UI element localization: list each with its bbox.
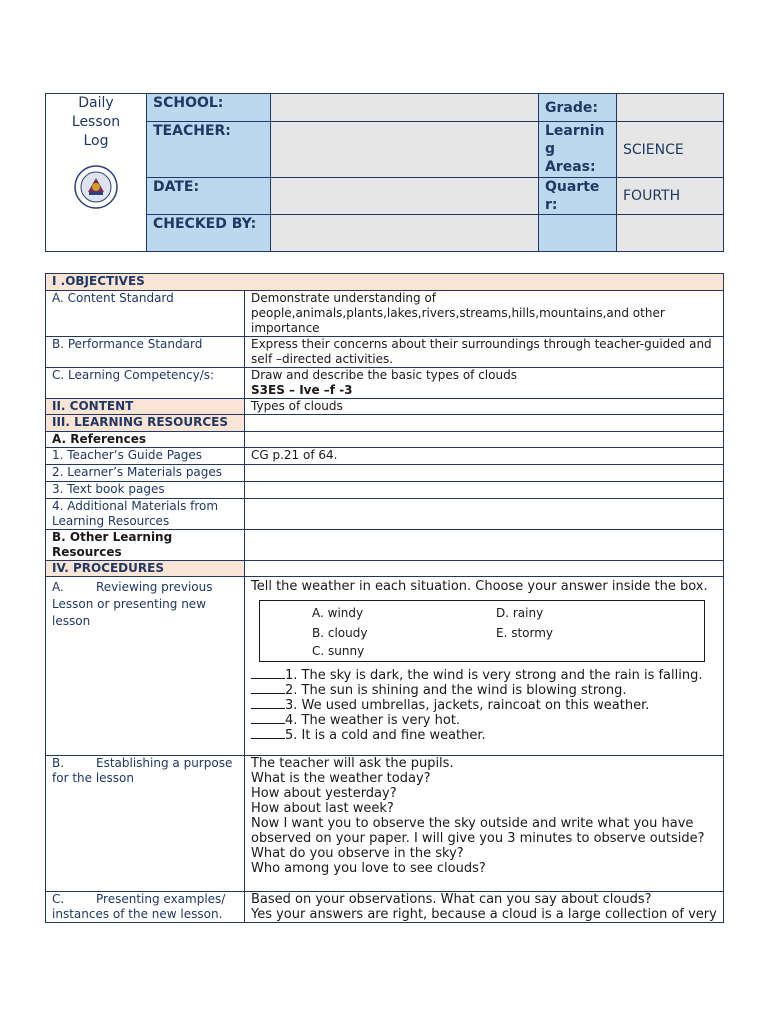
list-item: 3. We used umbrellas, jackets, raincoat on this weather. bbox=[251, 698, 717, 713]
list-item: 1. The sky is dark, the wind is very strong and the rain is falling. bbox=[251, 668, 717, 683]
grade-field[interactable] bbox=[617, 94, 724, 122]
table-row bbox=[46, 756, 724, 892]
date-field[interactable] bbox=[271, 178, 539, 215]
checked-by-label: CHECKED BY: bbox=[147, 215, 271, 252]
teacher-field[interactable] bbox=[271, 122, 539, 178]
table-row bbox=[46, 291, 724, 337]
answer-blank[interactable] bbox=[251, 728, 285, 739]
textbook-pages-label: 3. Text book pages bbox=[46, 482, 245, 499]
lm-pages-label: 2. Learner’s Materials pages bbox=[46, 465, 245, 482]
daily-lesson-log-cell bbox=[46, 94, 147, 252]
proc-a-instruction: Tell the weather in each situation. Choose your answer inside the box. bbox=[251, 579, 708, 594]
other-resources-heading: B. Other Learning Resources bbox=[46, 530, 245, 561]
table-row bbox=[46, 530, 724, 561]
list-item: What do you observe in the sky? bbox=[251, 846, 464, 861]
performance-standard-text: Express their concerns about their surroundings through teacher-guided and self –directed activities. bbox=[245, 337, 724, 368]
table-row bbox=[46, 432, 724, 448]
checked-blank-field bbox=[617, 215, 724, 252]
list-item: The teacher will ask the pupils. bbox=[251, 756, 454, 771]
choice-d: D. rainy bbox=[496, 606, 544, 620]
answer-blank[interactable] bbox=[251, 683, 285, 694]
list-item: Yes your answers are right, because a cloud is a large collection of very bbox=[251, 907, 717, 922]
table-row bbox=[46, 499, 724, 530]
competency-code: S3ES – Ive –f -3 bbox=[251, 383, 353, 397]
proc-a-content bbox=[245, 577, 724, 756]
checked-by-field[interactable] bbox=[271, 215, 539, 252]
table-row bbox=[46, 577, 724, 756]
proc-c-letter: C. bbox=[52, 892, 65, 906]
table-row bbox=[46, 465, 724, 482]
references-heading: A. References bbox=[46, 432, 245, 448]
teacher-label: TEACHER: bbox=[147, 122, 271, 178]
tg-pages-value: CG p.21 of 64. bbox=[245, 448, 724, 465]
quarter-label: Quarte r: bbox=[539, 178, 617, 215]
grade-label: Grade: bbox=[539, 94, 617, 122]
choices-box bbox=[259, 600, 705, 662]
table-row bbox=[46, 892, 724, 923]
proc-c-label-cell bbox=[46, 892, 245, 923]
answer-blank[interactable] bbox=[251, 668, 285, 679]
header-table bbox=[45, 93, 724, 252]
school-label: SCHOOL: bbox=[147, 94, 271, 122]
table-row bbox=[46, 368, 724, 399]
table-row bbox=[46, 337, 724, 368]
content-value: Types of clouds bbox=[245, 399, 724, 415]
learning-resources-heading: III. LEARNING RESOURCES bbox=[46, 415, 245, 432]
date-label: DATE: bbox=[147, 178, 271, 215]
proc-b-label: Establishing a purpose for the lesson bbox=[52, 756, 233, 785]
list-item: How about last week? bbox=[251, 801, 394, 816]
learning-areas-label: Learnin g Areas: bbox=[539, 122, 617, 178]
table-row bbox=[46, 415, 724, 432]
proc-c-content bbox=[245, 892, 724, 923]
choice-a: A. windy bbox=[312, 606, 364, 620]
list-item: How about yesterday? bbox=[251, 786, 397, 801]
content-heading: II. CONTENT bbox=[46, 399, 245, 415]
procedures-heading: IV. PROCEDURES bbox=[46, 561, 245, 577]
list-item: 4. The weather is very hot. bbox=[251, 713, 717, 728]
deped-seal-icon bbox=[74, 165, 118, 209]
proc-b-letter: B. bbox=[52, 756, 65, 770]
proc-a-label: Reviewing previous Lesson or presenting new lesson bbox=[52, 580, 213, 628]
objectives-heading: I .OBJECTIVES bbox=[46, 274, 724, 291]
table-row bbox=[46, 561, 724, 577]
list-item: What is the weather today? bbox=[251, 771, 431, 786]
content-standard-text: Demonstrate understanding of people,animals,plants,lakes,rivers,streams,hills,mountains,and other importance bbox=[245, 291, 724, 337]
competency-text: Draw and describe the basic types of clouds bbox=[251, 368, 517, 382]
proc-b-content bbox=[245, 756, 724, 892]
learning-areas-value: SCIENCE bbox=[617, 122, 724, 178]
proc-b-label-cell bbox=[46, 756, 245, 892]
school-field[interactable] bbox=[271, 94, 539, 122]
list-item: Who among you love to see clouds? bbox=[251, 861, 486, 876]
choice-e: E. stormy bbox=[496, 626, 554, 640]
table-row bbox=[46, 448, 724, 465]
choice-c: C. sunny bbox=[312, 644, 365, 658]
list-item: Based on your observations. What can you say about clouds? bbox=[251, 892, 652, 907]
list-item: Now I want you to observe the sky outside and write what you have observed on your paper. I will give you 3 minutes to observe outside? bbox=[251, 816, 705, 846]
content-standard-label: A. Content Standard bbox=[46, 291, 245, 337]
table-row bbox=[46, 482, 724, 499]
lesson-table bbox=[45, 273, 724, 923]
answer-blank[interactable] bbox=[251, 713, 285, 724]
tg-pages-label: 1. Teacher’s Guide Pages bbox=[46, 448, 245, 465]
proc-c-label: Presenting examples/ instances of the new lesson. bbox=[52, 892, 226, 921]
checked-blank-label bbox=[539, 215, 617, 252]
additional-materials-label: 4. Additional Materials from Learning Resources bbox=[46, 499, 245, 530]
choice-b: B. cloudy bbox=[312, 626, 368, 640]
proc-a-letter: A. bbox=[52, 580, 64, 594]
proc-a-label-cell bbox=[46, 577, 245, 756]
daily-lesson-log-title: Daily Lesson Log bbox=[71, 95, 121, 149]
quarter-value: FOURTH bbox=[617, 178, 724, 215]
list-item: 5. It is a cold and fine weather. bbox=[251, 728, 717, 743]
list-item: 2. The sun is shining and the wind is blowing strong. bbox=[251, 683, 717, 698]
answer-blank[interactable] bbox=[251, 698, 285, 709]
competency-label: C. Learning Competency/s: bbox=[46, 368, 245, 399]
table-row bbox=[46, 399, 724, 415]
performance-standard-label: B. Performance Standard bbox=[46, 337, 245, 368]
competency-cell bbox=[245, 368, 724, 399]
